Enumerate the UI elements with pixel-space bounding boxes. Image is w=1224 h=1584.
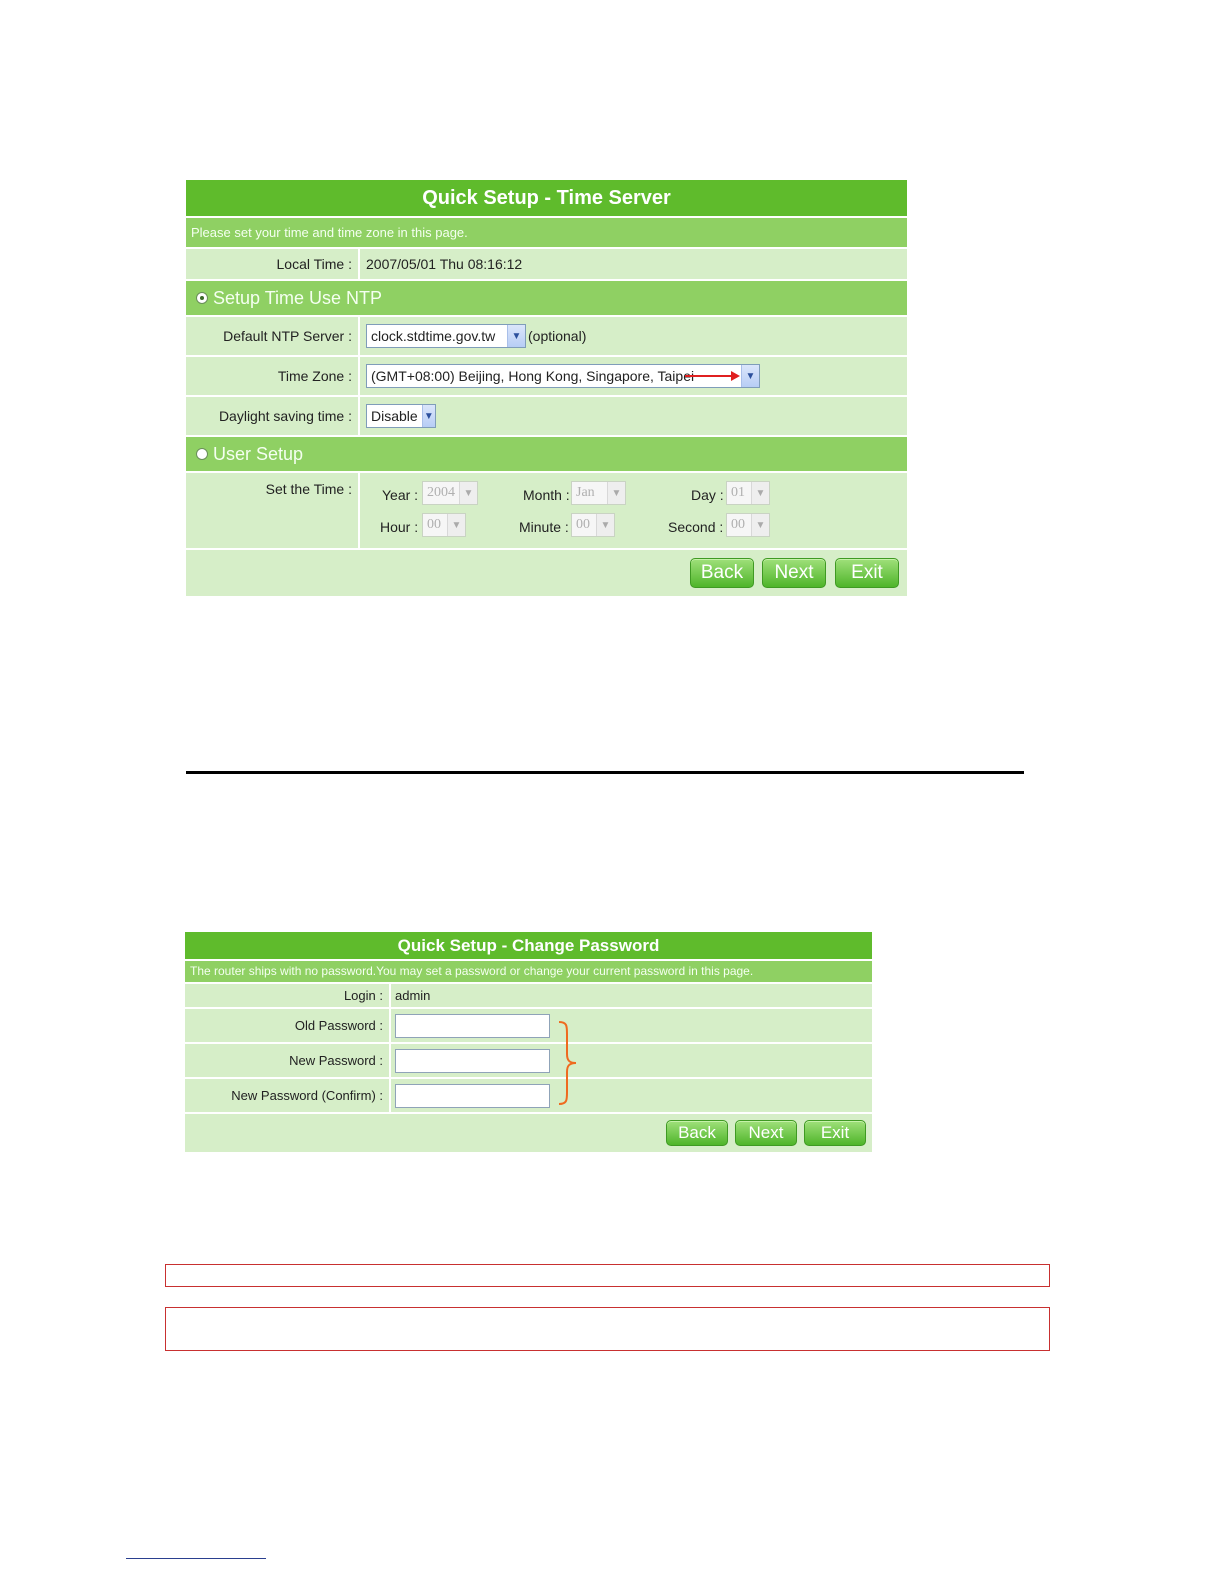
- ntp-server-label: Default NTP Server :: [186, 317, 360, 355]
- chevron-down-icon: ▼: [422, 405, 435, 427]
- footnote-separator: [126, 1558, 266, 1559]
- day-select[interactable]: 01 ▼: [726, 481, 770, 505]
- timezone-select[interactable]: [366, 364, 760, 388]
- second-select[interactable]: 00 ▼: [726, 513, 770, 537]
- dst-value: Disable: [371, 408, 418, 424]
- confirm-password-label: New Password (Confirm) :: [185, 1079, 391, 1112]
- exit-button[interactable]: Exit: [804, 1120, 866, 1146]
- minute-select[interactable]: 00 ▼: [571, 513, 615, 537]
- chevron-down-icon: ▼: [447, 514, 465, 536]
- user-setup-label: User Setup: [213, 443, 304, 464]
- timezone-row: [186, 357, 907, 397]
- orange-brace-annotation: [557, 1020, 579, 1106]
- chevron-down-icon: ▼: [507, 325, 525, 347]
- ntp-server-select[interactable]: [366, 324, 526, 348]
- chevron-down-icon: ▼: [751, 514, 769, 536]
- user-setup-section[interactable]: [186, 437, 907, 473]
- change-password-button-bar: [185, 1114, 872, 1156]
- timezone-label: Time Zone :: [186, 357, 360, 395]
- red-arrow-annotation: [685, 370, 741, 382]
- time-server-description: Please set your time and time zone in this page.: [186, 218, 907, 249]
- month-label: Month :: [523, 487, 570, 503]
- new-password-row: [185, 1044, 872, 1079]
- next-button[interactable]: Next: [735, 1120, 797, 1146]
- ntp-radio[interactable]: [196, 292, 208, 304]
- chevron-down-icon: ▼: [596, 514, 614, 536]
- second-label: Second :: [668, 519, 724, 535]
- section-divider: [186, 771, 1024, 774]
- set-time-row: [186, 473, 907, 550]
- minute-label: Minute :: [519, 519, 569, 535]
- year-select[interactable]: 2004 ▼: [422, 481, 478, 505]
- old-password-input[interactable]: [395, 1014, 550, 1038]
- set-time-label: Set the Time :: [186, 473, 360, 548]
- time-server-title: Quick Setup - Time Server: [186, 180, 907, 218]
- month-select[interactable]: Jan ▼: [571, 481, 626, 505]
- login-label: Login :: [185, 984, 391, 1007]
- change-password-description: The router ships with no password.You may set a password or change your current password in this page.: [185, 961, 872, 984]
- red-outline-box: [165, 1264, 1050, 1287]
- dst-select[interactable]: [366, 404, 436, 428]
- ntp-section[interactable]: [186, 281, 907, 317]
- old-password-row: [185, 1009, 872, 1044]
- chevron-down-icon: ▼: [459, 482, 477, 504]
- chevron-down-icon: ▼: [741, 365, 759, 387]
- dst-label: Daylight saving time :: [186, 397, 360, 435]
- local-time-row: [186, 249, 907, 281]
- year-label: Year :: [382, 487, 419, 503]
- set-time-fields: [360, 473, 907, 548]
- new-password-input[interactable]: [395, 1049, 550, 1073]
- hour-select[interactable]: 00 ▼: [422, 513, 466, 537]
- new-password-label: New Password :: [185, 1044, 391, 1077]
- change-password-title: Quick Setup - Change Password: [185, 932, 872, 961]
- exit-button[interactable]: Exit: [835, 558, 899, 588]
- timezone-value: (GMT+08:00) Beijing, Hong Kong, Singapore, Taipei: [371, 368, 695, 384]
- chevron-down-icon: ▼: [751, 482, 769, 504]
- ntp-server-row: [186, 317, 907, 357]
- day-label: Day :: [691, 487, 724, 503]
- dst-row: [186, 397, 907, 437]
- ntp-server-value: clock.stdtime.gov.tw: [371, 328, 496, 344]
- user-setup-radio[interactable]: [196, 448, 208, 460]
- local-time-value: 2007/05/01 Thu 08:16:12: [366, 256, 523, 272]
- time-server-button-bar: [186, 550, 907, 598]
- red-outline-box: [165, 1307, 1050, 1351]
- hour-label: Hour :: [380, 519, 419, 535]
- chevron-down-icon: ▼: [607, 482, 625, 504]
- time-server-panel: [186, 180, 907, 596]
- back-button[interactable]: Back: [666, 1120, 728, 1146]
- back-button[interactable]: Back: [690, 558, 754, 588]
- ntp-optional-note: (optional): [528, 328, 587, 344]
- confirm-password-input[interactable]: [395, 1084, 550, 1108]
- next-button[interactable]: Next: [762, 558, 826, 588]
- change-password-panel: [185, 932, 872, 1152]
- login-value: admin: [395, 988, 431, 1003]
- confirm-password-row: [185, 1079, 872, 1114]
- old-password-label: Old Password :: [185, 1009, 391, 1042]
- local-time-label: Local Time :: [186, 249, 360, 279]
- ntp-section-label: Setup Time Use NTP: [213, 287, 383, 308]
- login-row: [185, 984, 872, 1009]
